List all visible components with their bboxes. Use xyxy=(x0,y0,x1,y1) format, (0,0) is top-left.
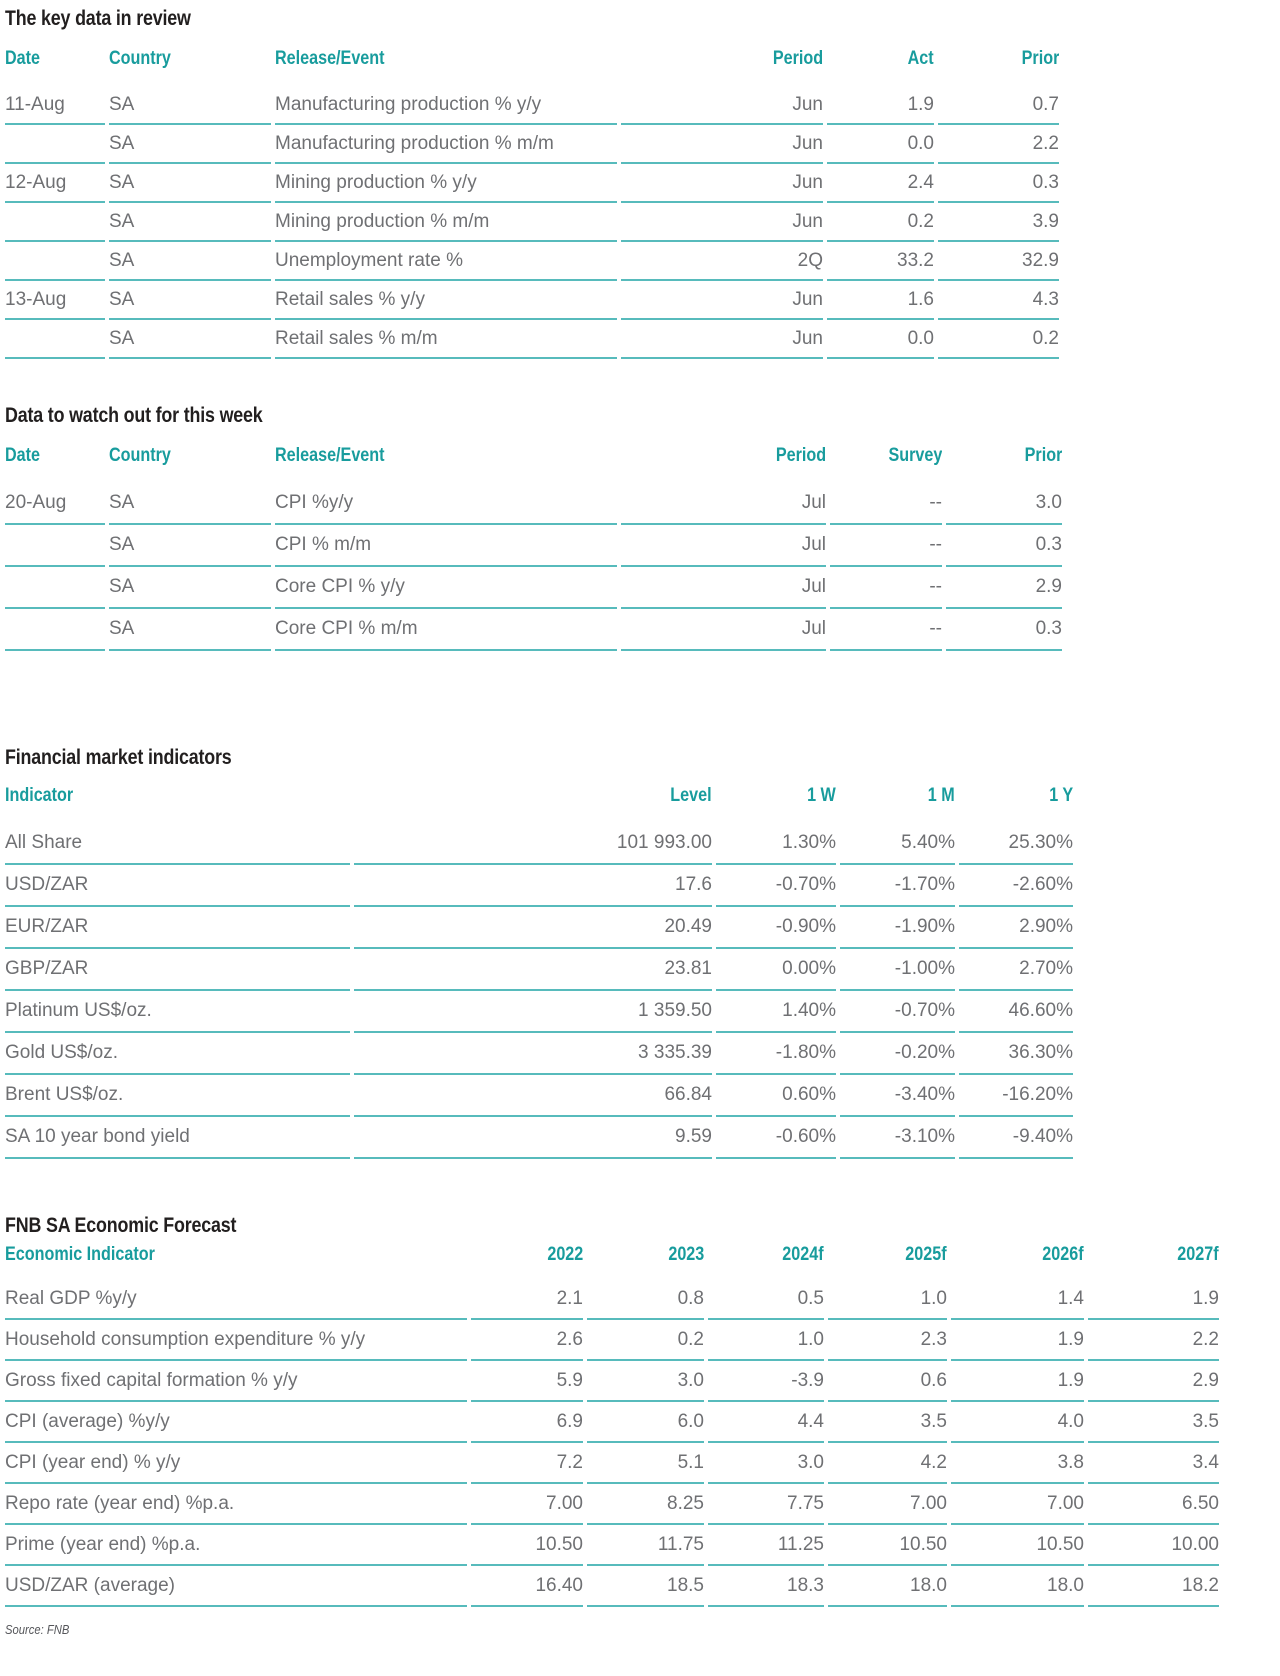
cell: 18.0 xyxy=(828,1566,947,1607)
cell: 0.00% xyxy=(716,949,836,991)
cell: -3.10% xyxy=(840,1117,955,1159)
section-data-to-watch xyxy=(5,403,1280,651)
column-header-1-m: 1 M xyxy=(928,785,955,806)
cell: 0.60% xyxy=(716,1075,836,1117)
cell: 1.4 xyxy=(951,1279,1084,1320)
cell: 7.00 xyxy=(951,1484,1084,1525)
cell: 1 359.50 xyxy=(354,991,712,1033)
cell: Manufacturing production % y/y xyxy=(275,86,617,125)
cell: 18.3 xyxy=(708,1566,824,1607)
column-header-act: Act xyxy=(907,48,934,69)
cell: 3.5 xyxy=(1088,1402,1219,1443)
cell: Brent US$/oz. xyxy=(5,1075,350,1117)
financial-market-indicators-table xyxy=(1,781,1077,1159)
table-row xyxy=(5,483,1062,525)
column-header-release-event: Release/Event xyxy=(275,48,385,69)
table-row xyxy=(5,125,1059,164)
cell: Jul xyxy=(621,525,826,567)
cell: 3.0 xyxy=(587,1361,704,1402)
header-row xyxy=(5,781,1073,823)
cell: SA xyxy=(109,164,271,203)
cell: SA xyxy=(109,203,271,242)
cell: -1.00% xyxy=(840,949,955,991)
column-header-1-w: 1 W xyxy=(807,785,836,806)
cell: -1.70% xyxy=(840,865,955,907)
cell: 5.40% xyxy=(840,823,955,865)
cell: 0.2 xyxy=(938,320,1059,359)
table-row xyxy=(5,823,1073,865)
cell: 23.81 xyxy=(354,949,712,991)
table-row xyxy=(5,86,1059,125)
cell: All Share xyxy=(5,823,350,865)
cell: Manufacturing production % m/m xyxy=(275,125,617,164)
table-row xyxy=(5,1525,1219,1566)
cell: Jun xyxy=(621,203,823,242)
cell xyxy=(5,525,105,567)
table-row xyxy=(5,907,1073,949)
column-header-2026f: 2026f xyxy=(1042,1244,1084,1265)
source-note: Source: FNB xyxy=(5,1623,70,1637)
column-header-level: Level xyxy=(670,785,712,806)
cell: 2.70% xyxy=(959,949,1073,991)
cell: Jun xyxy=(621,86,823,125)
cell: 10.50 xyxy=(951,1525,1084,1566)
cell: 3 335.39 xyxy=(354,1033,712,1075)
section-title-economic-forecast: FNB SA Economic Forecast xyxy=(5,1214,237,1237)
column-header-economic-indicator: Economic Indicator xyxy=(5,1244,155,1265)
cell: 36.30% xyxy=(959,1033,1073,1075)
cell: CPI (year end) % y/y xyxy=(5,1443,467,1484)
table-row xyxy=(5,1402,1219,1443)
column-header-prior: Prior xyxy=(1021,48,1059,69)
table-row xyxy=(5,1320,1219,1361)
table-row xyxy=(5,203,1059,242)
cell: 6.50 xyxy=(1088,1484,1219,1525)
table-row xyxy=(5,1117,1073,1159)
cell: 1.9 xyxy=(951,1361,1084,1402)
cell: Core CPI % m/m xyxy=(275,609,617,651)
cell: 6.9 xyxy=(471,1402,583,1443)
cell: 17.6 xyxy=(354,865,712,907)
table-row xyxy=(5,1075,1073,1117)
cell: 2.9 xyxy=(1088,1361,1219,1402)
cell: -- xyxy=(830,483,942,525)
table-row xyxy=(5,1484,1219,1525)
cell: 2Q xyxy=(621,242,823,281)
cell: Jun xyxy=(621,320,823,359)
cell: 4.4 xyxy=(708,1402,824,1443)
cell: SA xyxy=(109,281,271,320)
cell: 9.59 xyxy=(354,1117,712,1159)
cell: -0.70% xyxy=(840,991,955,1033)
cell: 18.2 xyxy=(1088,1566,1219,1607)
column-header-date: Date xyxy=(5,48,41,69)
section-financial-market-indicators xyxy=(5,745,1280,1159)
cell: 2.2 xyxy=(938,125,1059,164)
cell: 2.2 xyxy=(1088,1320,1219,1361)
column-header-release-event: Release/Event xyxy=(275,445,385,466)
column-header-prior: Prior xyxy=(1024,445,1062,466)
cell: 46.60% xyxy=(959,991,1073,1033)
cell xyxy=(5,609,105,651)
cell: 1.0 xyxy=(708,1320,824,1361)
cell: 1.30% xyxy=(716,823,836,865)
cell xyxy=(5,125,105,164)
cell: 8.25 xyxy=(587,1484,704,1525)
table-row xyxy=(5,567,1062,609)
table-row xyxy=(5,865,1073,907)
cell xyxy=(5,203,105,242)
cell: -3.9 xyxy=(708,1361,824,1402)
cell: 2.4 xyxy=(827,164,934,203)
table-row xyxy=(5,1443,1219,1484)
cell: SA 10 year bond yield xyxy=(5,1117,350,1159)
column-header-2025f: 2025f xyxy=(905,1244,947,1265)
table-row xyxy=(5,1279,1219,1320)
column-header-country: Country xyxy=(109,445,171,466)
cell: GBP/ZAR xyxy=(5,949,350,991)
cell: SA xyxy=(109,86,271,125)
table-row xyxy=(5,1566,1219,1607)
column-header-indicator: Indicator xyxy=(5,785,74,806)
column-header-period: Period xyxy=(772,48,823,69)
cell: Prime (year end) %p.a. xyxy=(5,1525,467,1566)
cell: Jul xyxy=(621,567,826,609)
cell: 4.0 xyxy=(951,1402,1084,1443)
column-header-survey: Survey xyxy=(888,445,942,466)
section-economic-forecast xyxy=(5,1213,1280,1607)
cell: Jul xyxy=(621,609,826,651)
table-row xyxy=(5,525,1062,567)
cell: Real GDP %y/y xyxy=(5,1279,467,1320)
table-row xyxy=(5,609,1062,651)
cell: EUR/ZAR xyxy=(5,907,350,949)
cell: 16.40 xyxy=(471,1566,583,1607)
table-row xyxy=(5,991,1073,1033)
cell: -9.40% xyxy=(959,1117,1073,1159)
cell: 5.9 xyxy=(471,1361,583,1402)
cell: 2.9 xyxy=(946,567,1062,609)
cell: 20-Aug xyxy=(5,483,105,525)
cell: SA xyxy=(109,567,271,609)
column-header-2027f: 2027f xyxy=(1177,1244,1219,1265)
column-header-1-y: 1 Y xyxy=(1049,785,1073,806)
cell: 0.0 xyxy=(827,320,934,359)
cell: 25.30% xyxy=(959,823,1073,865)
header-row xyxy=(5,441,1062,483)
cell: 18.0 xyxy=(951,1566,1084,1607)
cell: 12-Aug xyxy=(5,164,105,203)
header-row xyxy=(5,1241,1219,1279)
cell xyxy=(5,567,105,609)
cell: Jun xyxy=(621,125,823,164)
cell: 3.9 xyxy=(938,203,1059,242)
cell: Jun xyxy=(621,281,823,320)
cell: Jul xyxy=(621,483,826,525)
cell: 0.2 xyxy=(827,203,934,242)
cell: 32.9 xyxy=(938,242,1059,281)
cell xyxy=(5,320,105,359)
cell: 5.1 xyxy=(587,1443,704,1484)
cell: -3.40% xyxy=(840,1075,955,1117)
cell: 0.6 xyxy=(828,1361,947,1402)
table-row xyxy=(5,1361,1219,1402)
cell: 11.75 xyxy=(587,1525,704,1566)
cell: 3.5 xyxy=(828,1402,947,1443)
cell: -- xyxy=(830,525,942,567)
cell: -16.20% xyxy=(959,1075,1073,1117)
cell: 1.0 xyxy=(828,1279,947,1320)
cell: 0.3 xyxy=(946,609,1062,651)
cell: SA xyxy=(109,125,271,164)
table-row xyxy=(5,320,1059,359)
column-header-2024f: 2024f xyxy=(782,1244,824,1265)
cell: 0.3 xyxy=(938,164,1059,203)
cell: 7.00 xyxy=(471,1484,583,1525)
cell: Repo rate (year end) %p.a. xyxy=(5,1484,467,1525)
section-title-financial-market-indicators: Financial market indicators xyxy=(5,746,232,769)
cell: 3.4 xyxy=(1088,1443,1219,1484)
column-header-2023: 2023 xyxy=(668,1244,704,1265)
column-header-date: Date xyxy=(5,445,41,466)
cell: SA xyxy=(109,242,271,281)
table-row xyxy=(5,1033,1073,1075)
cell: 0.2 xyxy=(587,1320,704,1361)
cell: 0.0 xyxy=(827,125,934,164)
cell: Mining production % m/m xyxy=(275,203,617,242)
cell: SA xyxy=(109,609,271,651)
column-header-country: Country xyxy=(109,48,171,69)
cell: 0.8 xyxy=(587,1279,704,1320)
cell: 3.0 xyxy=(946,483,1062,525)
cell: Mining production % y/y xyxy=(275,164,617,203)
cell: 20.49 xyxy=(354,907,712,949)
cell: 2.1 xyxy=(471,1279,583,1320)
cell: USD/ZAR xyxy=(5,865,350,907)
cell: -- xyxy=(830,567,942,609)
cell: 0.5 xyxy=(708,1279,824,1320)
cell: Platinum US$/oz. xyxy=(5,991,350,1033)
cell: Unemployment rate % xyxy=(275,242,617,281)
table-row xyxy=(5,164,1059,203)
cell: 13-Aug xyxy=(5,281,105,320)
cell: CPI % m/m xyxy=(275,525,617,567)
column-header-2022: 2022 xyxy=(547,1244,583,1265)
cell: Jun xyxy=(621,164,823,203)
cell: USD/ZAR (average) xyxy=(5,1566,467,1607)
cell: 1.9 xyxy=(1088,1279,1219,1320)
cell: 4.2 xyxy=(828,1443,947,1484)
cell: -1.80% xyxy=(716,1033,836,1075)
section-title-key-data: The key data in review xyxy=(5,7,191,30)
economic-forecast-table xyxy=(1,1241,1223,1607)
cell: 6.0 xyxy=(587,1402,704,1443)
cell: CPI (average) %y/y xyxy=(5,1402,467,1443)
cell: Core CPI % y/y xyxy=(275,567,617,609)
cell: 1.6 xyxy=(827,281,934,320)
cell: 2.3 xyxy=(828,1320,947,1361)
section-title-data-to-watch: Data to watch out for this week xyxy=(5,404,263,427)
cell: SA xyxy=(109,483,271,525)
cell: 2.6 xyxy=(471,1320,583,1361)
cell: Retail sales % m/m xyxy=(275,320,617,359)
cell: 18.5 xyxy=(587,1566,704,1607)
cell: Retail sales % y/y xyxy=(275,281,617,320)
section-key-data xyxy=(5,6,1280,359)
cell: -0.20% xyxy=(840,1033,955,1075)
key-data-table xyxy=(1,44,1063,359)
cell xyxy=(5,242,105,281)
table-row xyxy=(5,281,1059,320)
cell: 7.75 xyxy=(708,1484,824,1525)
cell: 101 993.00 xyxy=(354,823,712,865)
cell: -0.70% xyxy=(716,865,836,907)
cell: 11-Aug xyxy=(5,86,105,125)
cell: -2.60% xyxy=(959,865,1073,907)
cell: -1.90% xyxy=(840,907,955,949)
cell: 1.9 xyxy=(951,1320,1084,1361)
column-header-period: Period xyxy=(775,445,826,466)
cell: -0.90% xyxy=(716,907,836,949)
cell: SA xyxy=(109,320,271,359)
cell: -0.60% xyxy=(716,1117,836,1159)
cell: 7.2 xyxy=(471,1443,583,1484)
data-to-watch-table xyxy=(1,441,1066,651)
cell: CPI %y/y xyxy=(275,483,617,525)
cell: 66.84 xyxy=(354,1075,712,1117)
cell: 1.40% xyxy=(716,991,836,1033)
cell: 4.3 xyxy=(938,281,1059,320)
cell: 33.2 xyxy=(827,242,934,281)
cell: 3.0 xyxy=(708,1443,824,1484)
cell: Gold US$/oz. xyxy=(5,1033,350,1075)
cell: 0.3 xyxy=(946,525,1062,567)
cell: 10.00 xyxy=(1088,1525,1219,1566)
cell: 2.90% xyxy=(959,907,1073,949)
cell: SA xyxy=(109,525,271,567)
cell: 10.50 xyxy=(471,1525,583,1566)
table-row xyxy=(5,242,1059,281)
cell: 0.7 xyxy=(938,86,1059,125)
header-row xyxy=(5,44,1059,86)
cell: 11.25 xyxy=(708,1525,824,1566)
cell: Household consumption expenditure % y/y xyxy=(5,1320,467,1361)
cell: 3.8 xyxy=(951,1443,1084,1484)
table-row xyxy=(5,949,1073,991)
cell: Gross fixed capital formation % y/y xyxy=(5,1361,467,1402)
cell: 7.00 xyxy=(828,1484,947,1525)
cell: -- xyxy=(830,609,942,651)
cell: 1.9 xyxy=(827,86,934,125)
cell: 10.50 xyxy=(828,1525,947,1566)
